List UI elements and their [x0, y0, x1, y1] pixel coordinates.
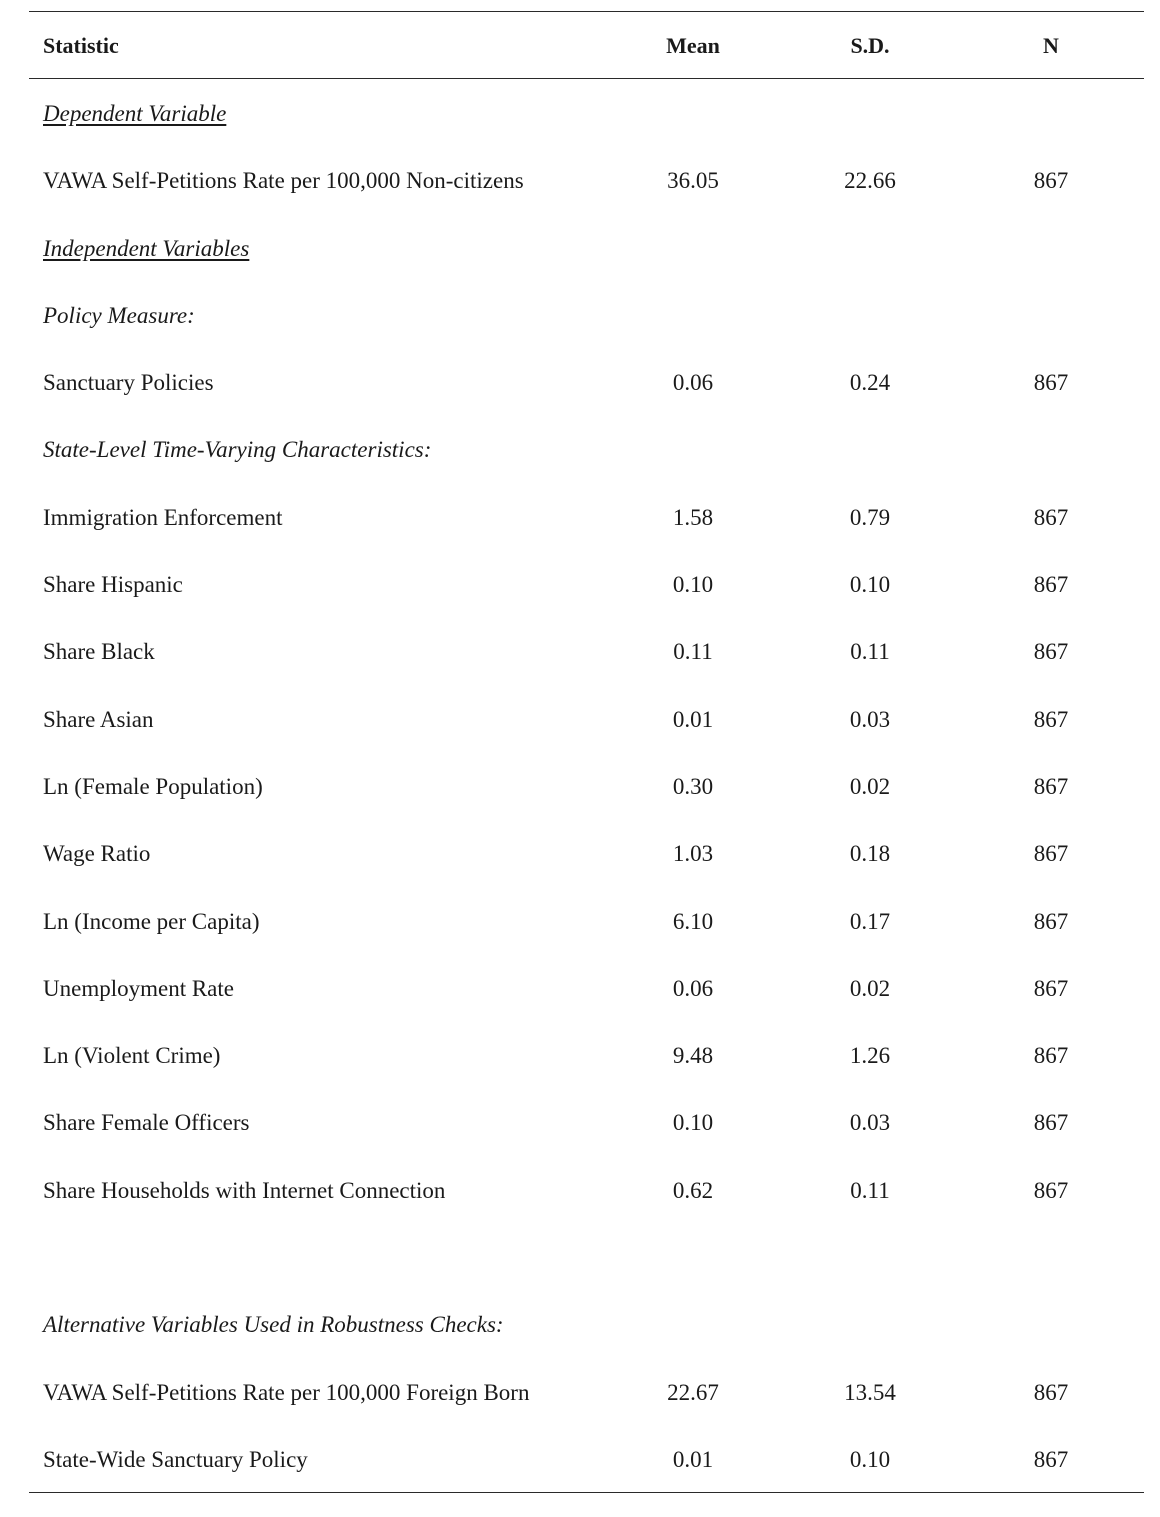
- table-row: [29, 1358, 1144, 1425]
- variable-label: Ln (Violent Crime): [43, 1043, 221, 1069]
- mean-value: 0.10: [672, 572, 714, 598]
- n-value: 867: [1033, 168, 1069, 194]
- variable-label: Unemployment Rate: [43, 975, 234, 1001]
- n-value: 867: [1033, 504, 1069, 530]
- table-row: [29, 617, 1144, 684]
- sd-value: 0.11: [850, 1177, 890, 1203]
- mean-value: 0.30: [672, 773, 714, 799]
- bottom-rule: [29, 1492, 1144, 1493]
- n-value: 867: [1033, 706, 1069, 732]
- table-row: [29, 819, 1144, 886]
- header-sd: S.D.: [850, 33, 890, 58]
- n-value: 867: [1033, 773, 1069, 799]
- mean-value: 0.06: [672, 975, 714, 1001]
- sd-value: 0.24: [849, 370, 891, 396]
- mean-value: 0.11: [673, 639, 713, 665]
- sd-value: 0.10: [849, 1446, 891, 1472]
- table-body: [29, 79, 1144, 1492]
- sd-value: 0.18: [849, 841, 891, 867]
- variable-label: Ln (Income per Capita): [43, 908, 260, 934]
- mean-value: 6.10: [672, 908, 714, 934]
- table-row: [29, 1088, 1144, 1155]
- n-value: 867: [1033, 1379, 1069, 1405]
- table-row: [29, 1425, 1144, 1492]
- section-heading: Independent Variables: [43, 235, 250, 261]
- mean-value: 0.01: [672, 1446, 714, 1472]
- section-heading: Dependent Variable: [43, 101, 227, 126]
- n-value: 867: [1033, 1043, 1069, 1069]
- mean-value: 9.48: [672, 1043, 714, 1069]
- n-value: 867: [1033, 1177, 1069, 1203]
- sd-value: 0.03: [849, 706, 891, 732]
- variable-label: Share Households with Internet Connection: [43, 1177, 446, 1203]
- variable-label: VAWA Self-Petitions Rate per 100,000 Non-citizens: [43, 168, 524, 194]
- sd-value: 0.03: [849, 1110, 891, 1136]
- sd-value: 13.54: [844, 1379, 896, 1405]
- mean-value: 0.01: [672, 706, 714, 732]
- variable-label: Share Black: [43, 639, 155, 665]
- table-row: [29, 348, 1144, 415]
- sd-value: 1.26: [849, 1043, 891, 1069]
- subsection-heading: Policy Measure:: [43, 302, 195, 328]
- variable-label: Share Female Officers: [43, 1110, 250, 1136]
- variable-label: State-Wide Sanctuary Policy: [43, 1446, 308, 1472]
- sd-value: 0.79: [849, 504, 891, 530]
- mean-value: 0.06: [672, 370, 714, 396]
- subsection-heading-row: [29, 415, 1144, 482]
- table-row: [29, 752, 1144, 819]
- sd-value: 0.17: [849, 908, 891, 934]
- mean-value: 22.67: [667, 1379, 719, 1405]
- subsection-heading-row: [29, 1290, 1144, 1357]
- header-statistic: Statistic: [43, 33, 119, 58]
- variable-label: Share Hispanic: [43, 572, 183, 598]
- mean-value: 1.03: [672, 841, 714, 867]
- subsection-heading: State-Level Time-Varying Characteristics:: [43, 437, 432, 463]
- mean-value: 1.58: [672, 504, 714, 530]
- n-value: 867: [1033, 1446, 1069, 1472]
- table-row: [29, 146, 1144, 213]
- table-row: [29, 1021, 1144, 1088]
- n-value: 867: [1033, 370, 1069, 396]
- variable-label: VAWA Self-Petitions Rate per 100,000 Foreign Born: [43, 1379, 530, 1405]
- header-n: N: [1043, 33, 1059, 58]
- table-row: [29, 550, 1144, 617]
- variable-label: Immigration Enforcement: [43, 504, 283, 530]
- n-value: 867: [1033, 1110, 1069, 1136]
- section-heading-row: [29, 214, 1144, 281]
- table-row: [29, 887, 1144, 954]
- sd-value: 0.02: [849, 975, 891, 1001]
- sd-value: 0.10: [849, 572, 891, 598]
- header-mean: Mean: [666, 33, 720, 58]
- sd-value: 0.11: [850, 639, 890, 665]
- mean-value: 36.05: [667, 168, 719, 194]
- n-value: 867: [1033, 572, 1069, 598]
- mean-value: 0.62: [672, 1177, 714, 1203]
- variable-label: Ln (Female Population): [43, 773, 263, 799]
- header-row: [29, 12, 1144, 78]
- subsection-heading-row: [29, 281, 1144, 348]
- n-value: 867: [1033, 975, 1069, 1001]
- summary-statistics-table: [29, 11, 1144, 1493]
- table-row: [29, 1156, 1144, 1223]
- section-heading-row: [29, 79, 1144, 146]
- subsection-heading: Alternative Variables Used in Robustness Checks:: [43, 1312, 504, 1338]
- table-row: [29, 483, 1144, 550]
- variable-label: Wage Ratio: [43, 841, 151, 867]
- variable-label: Sanctuary Policies: [43, 370, 214, 396]
- spacer-row: [29, 1223, 1144, 1290]
- n-value: 867: [1033, 639, 1069, 665]
- mean-value: 0.10: [672, 1110, 714, 1136]
- variable-label: Share Asian: [43, 706, 154, 732]
- table-row: [29, 954, 1144, 1021]
- n-value: 867: [1033, 908, 1069, 934]
- sd-value: 22.66: [844, 168, 896, 194]
- table-row: [29, 685, 1144, 752]
- n-value: 867: [1033, 841, 1069, 867]
- sd-value: 0.02: [849, 773, 891, 799]
